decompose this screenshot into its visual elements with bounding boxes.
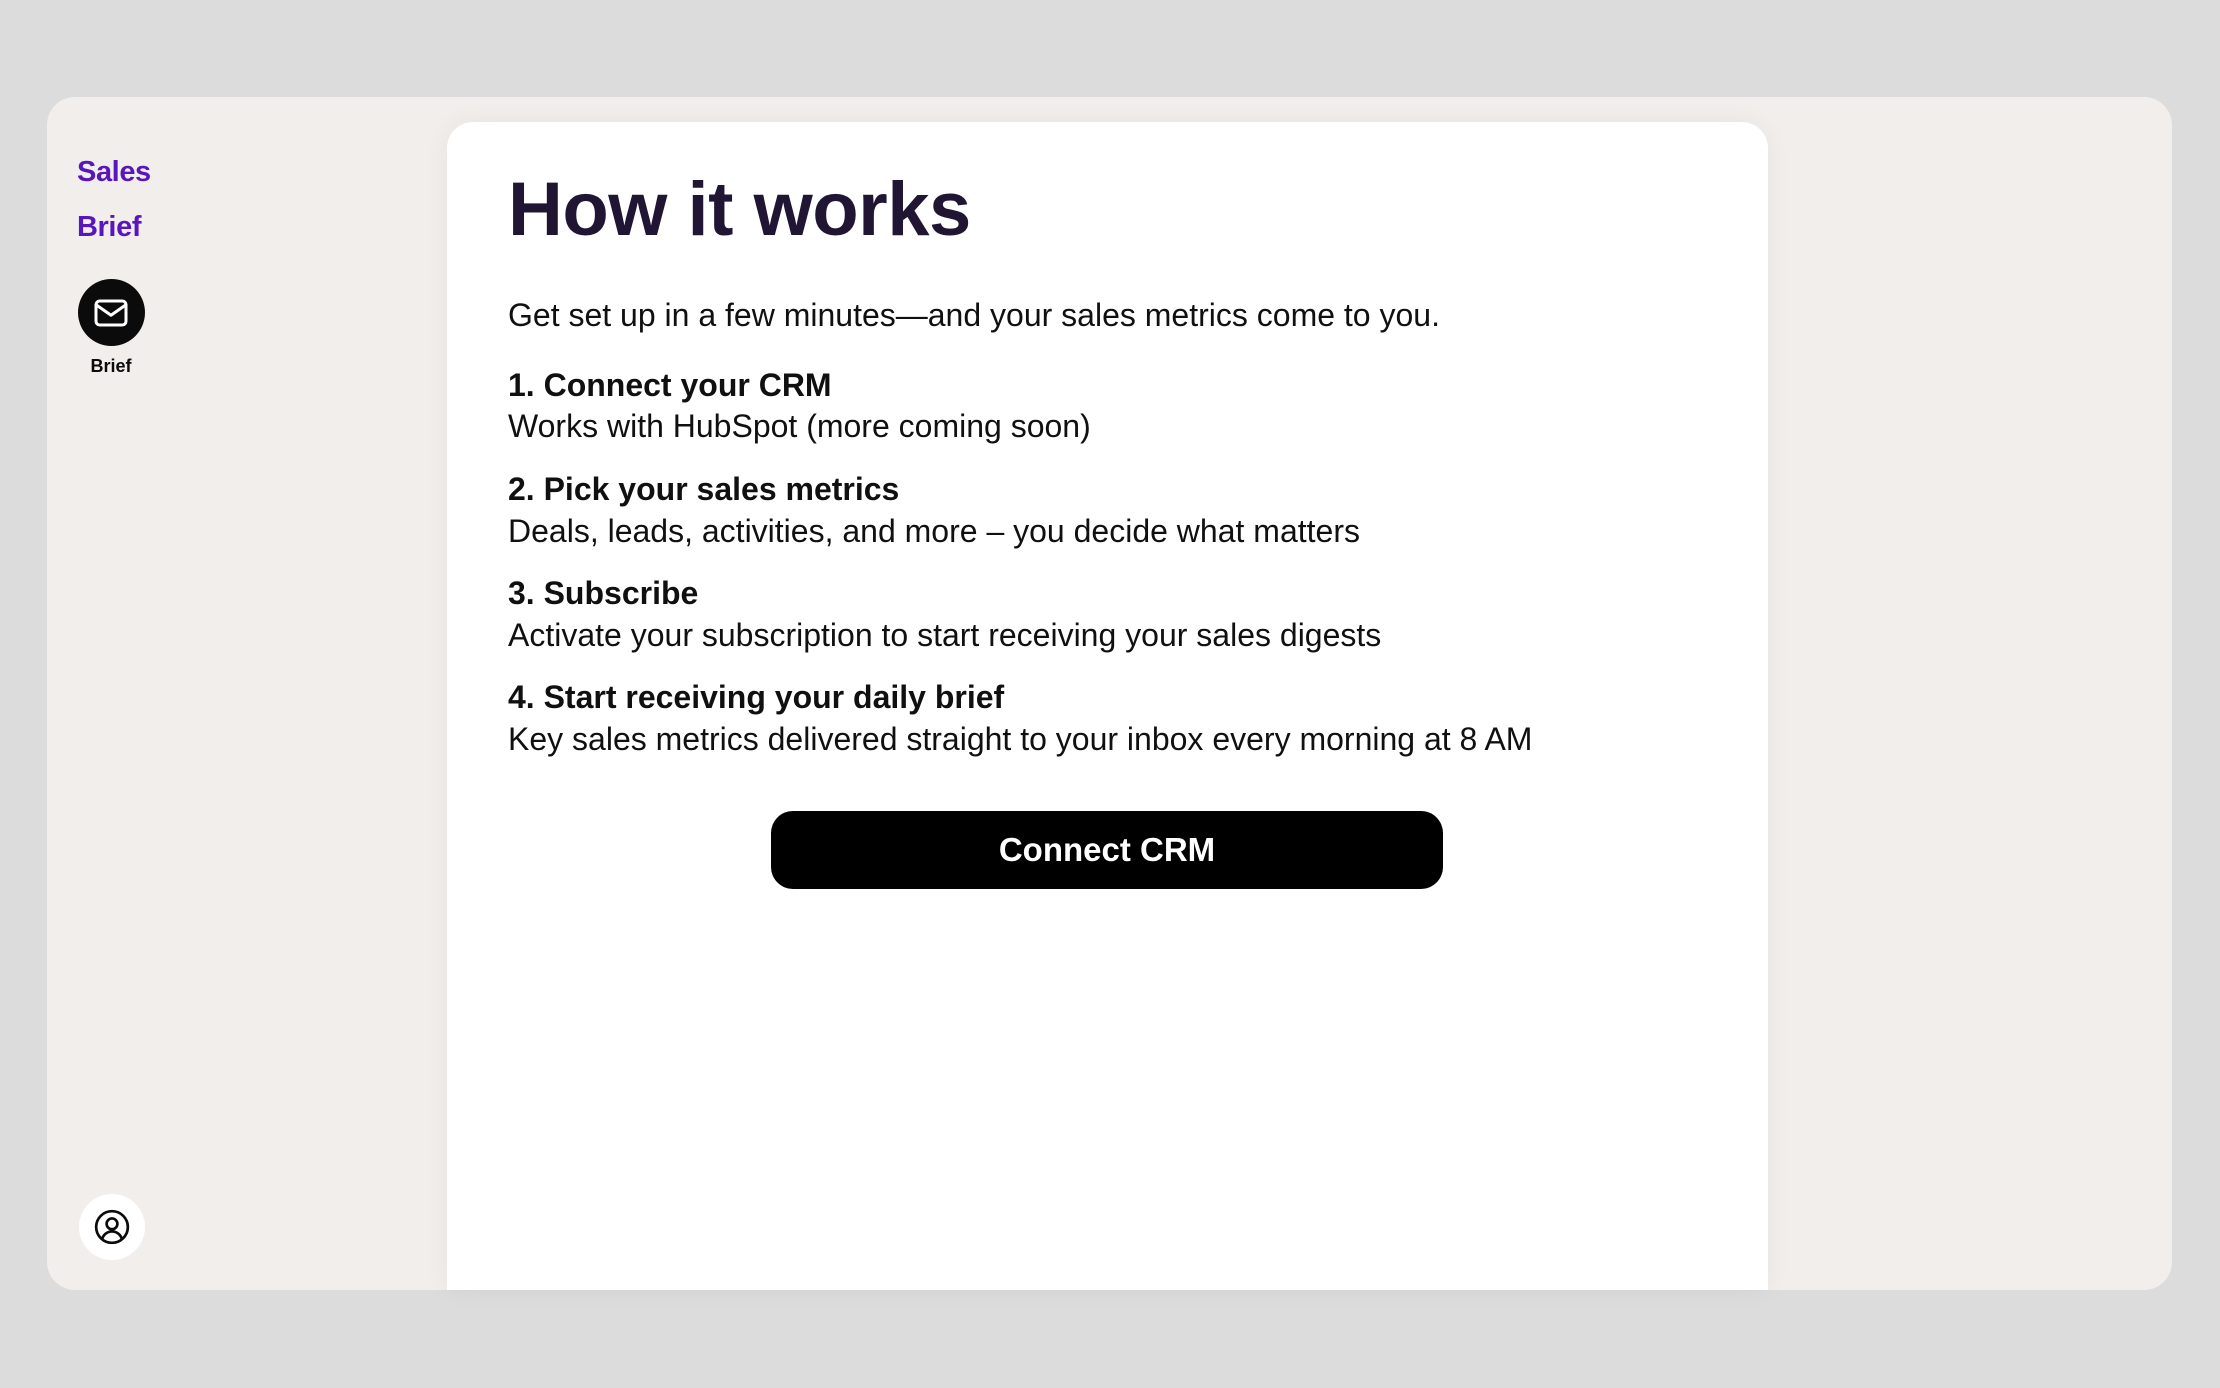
step-title: 2. Pick your sales metrics [508,470,900,507]
step-subscribe [508,573,1706,656]
step-description: Deals, leads, activities, and more – you decide what matters [508,512,1360,549]
page-title: How it works [508,167,971,252]
step-connect-crm [508,365,1706,448]
step-description: Key sales metrics delivered straight to your inbox every morning at 8 AM [508,720,1533,757]
step-description: Works with HubSpot (more coming soon) [508,408,1091,445]
cta-row [508,811,1706,889]
avatar[interactable] [79,1194,145,1260]
step-description: Activate your subscription to start receiving your sales digests [508,616,1382,653]
user-icon [93,1208,131,1246]
app-logo [77,131,447,241]
step-title: 4. Start receiving your daily brief [508,679,1005,716]
connect-crm-button[interactable]: Connect CRM [771,811,1443,889]
logo-line-2: Brief [77,210,142,243]
intro-text: Get set up in a few minutes—and your sales metrics come to you. [508,297,1440,334]
sidebar [47,97,447,1290]
sidebar-item-label: Brief [90,356,132,377]
mail-icon [78,279,145,346]
step-title: 3. Subscribe [508,575,699,612]
how-it-works-card [447,122,1768,1290]
step-pick-metrics [508,469,1706,552]
logo-line-1: Sales [77,155,151,188]
step-title: 1. Connect your CRM [508,366,832,403]
sidebar-item-brief[interactable] [77,279,145,377]
app-frame [47,97,2172,1290]
step-daily-brief [508,677,1706,760]
